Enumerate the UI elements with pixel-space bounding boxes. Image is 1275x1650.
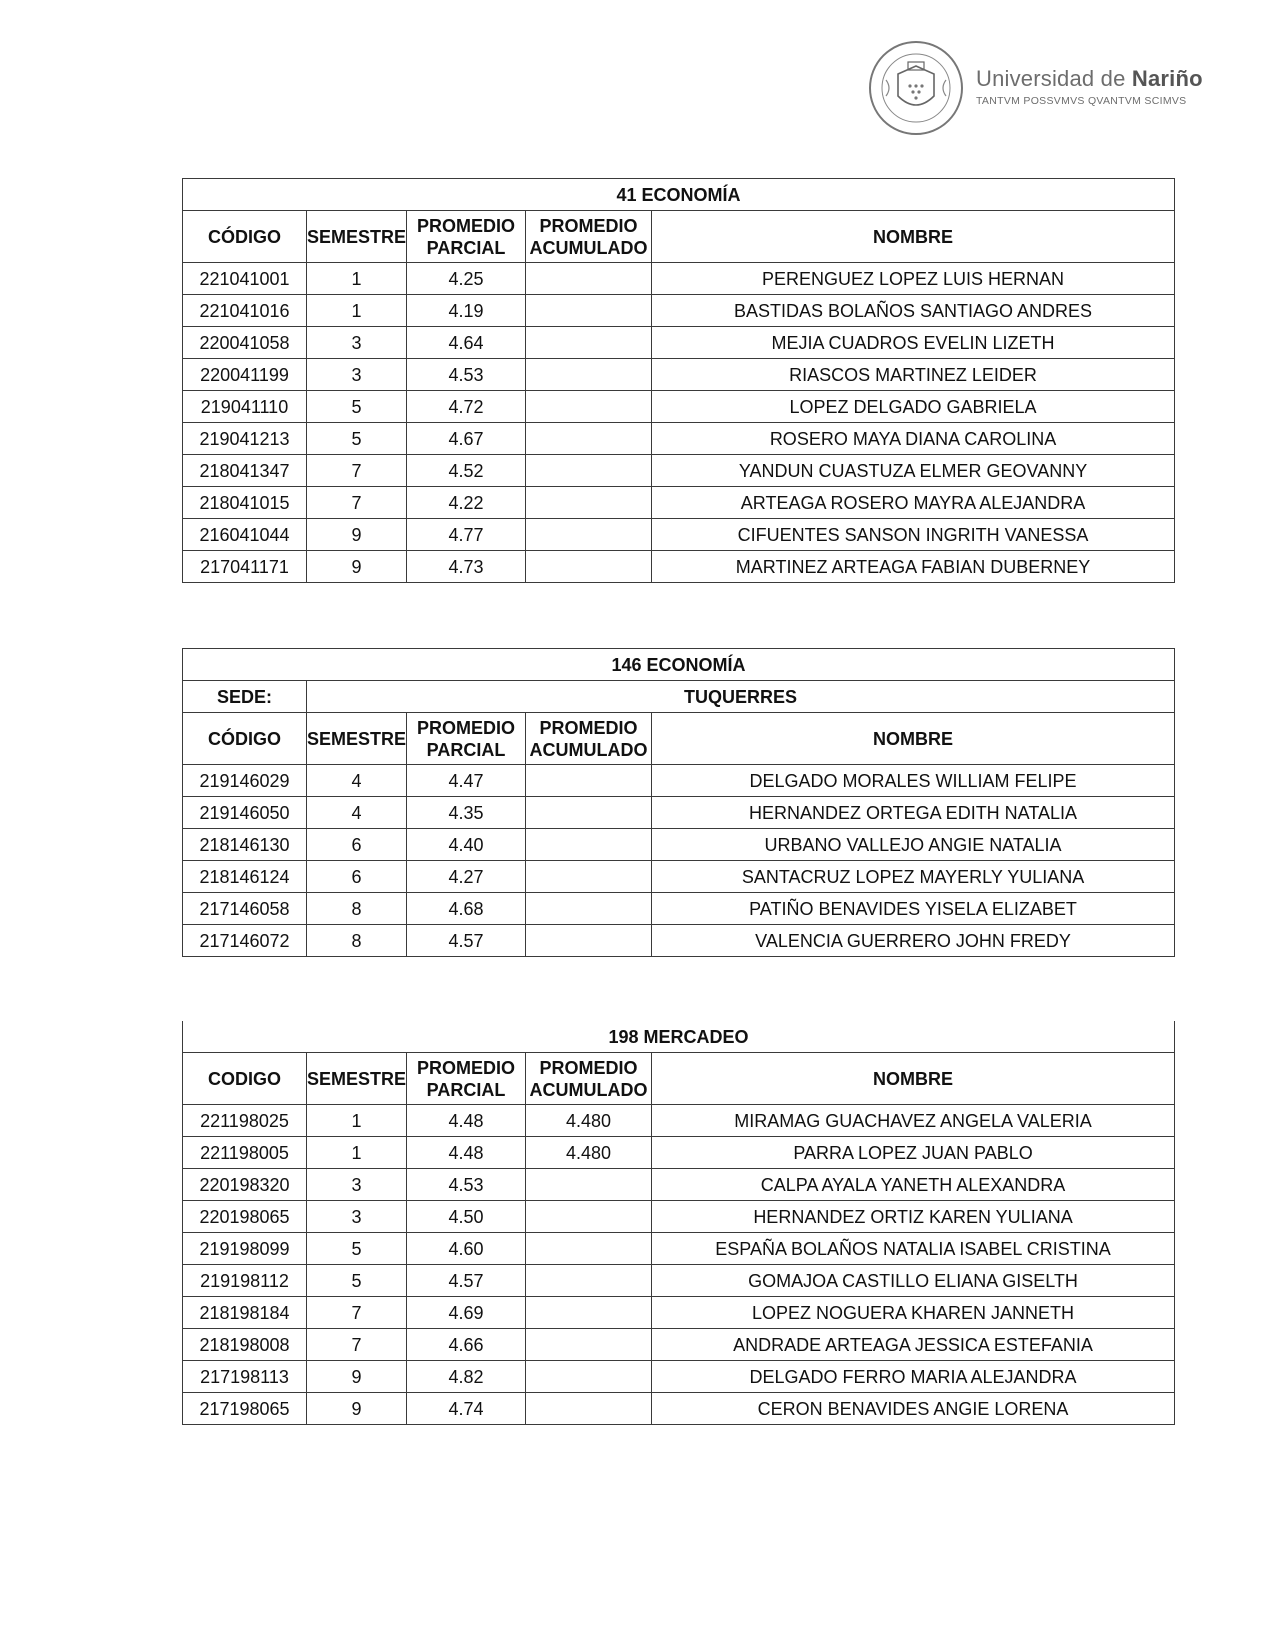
cell-semestre: 5 <box>307 423 407 455</box>
cell-promedio-parcial: 4.73 <box>407 551 526 583</box>
cell-promedio-acumulado <box>526 1297 652 1329</box>
cell-promedio-parcial: 4.82 <box>407 1361 526 1393</box>
cell-semestre: 7 <box>307 487 407 519</box>
cell-promedio-acumulado <box>526 1361 652 1393</box>
cell-promedio-parcial: 4.48 <box>407 1137 526 1169</box>
cell-semestre: 3 <box>307 1169 407 1201</box>
cell-codigo: 218198184 <box>183 1297 307 1329</box>
cell-semestre: 7 <box>307 1329 407 1361</box>
cell-semestre: 7 <box>307 1297 407 1329</box>
cell-nombre: LOPEZ NOGUERA KHAREN JANNETH <box>652 1297 1175 1329</box>
table-row <box>183 1393 1175 1425</box>
table-row <box>183 1137 1175 1169</box>
page-header <box>868 40 1218 140</box>
cell-semestre: 1 <box>307 295 407 327</box>
column-header-nombre: NOMBRE <box>652 713 1175 765</box>
cell-semestre: 1 <box>307 1105 407 1137</box>
cell-semestre: 5 <box>307 391 407 423</box>
cell-codigo: 219198112 <box>183 1265 307 1297</box>
cell-promedio-parcial: 4.77 <box>407 519 526 551</box>
sede-label: SEDE: <box>183 681 307 713</box>
cell-codigo: 219041110 <box>183 391 307 423</box>
university-motto: TANTVM POSSVMVS QVANTVM SCIMVS <box>976 95 1187 107</box>
cell-promedio-parcial: 4.47 <box>407 765 526 797</box>
table-row <box>183 1297 1175 1329</box>
cell-codigo: 217146072 <box>183 925 307 957</box>
table-row <box>183 861 1175 893</box>
cell-promedio-parcial: 4.57 <box>407 925 526 957</box>
cell-codigo: 220041058 <box>183 327 307 359</box>
table-row <box>183 391 1175 423</box>
cell-promedio-parcial: 4.64 <box>407 327 526 359</box>
cell-nombre: YANDUN CUASTUZA ELMER GEOVANNY <box>652 455 1175 487</box>
cell-codigo: 219041213 <box>183 423 307 455</box>
table-row <box>183 519 1175 551</box>
cell-codigo: 220198065 <box>183 1201 307 1233</box>
cell-semestre: 3 <box>307 359 407 391</box>
cell-promedio-acumulado <box>526 359 652 391</box>
column-header-nombre: NOMBRE <box>652 211 1175 263</box>
cell-nombre: LOPEZ DELGADO GABRIELA <box>652 391 1175 423</box>
column-header-codigo: CÓDIGO <box>183 211 307 263</box>
cell-codigo: 218146130 <box>183 829 307 861</box>
cell-nombre: MIRAMAG GUACHAVEZ ANGELA VALERIA <box>652 1105 1175 1137</box>
column-header-semestre: SEMESTRE <box>307 1053 407 1105</box>
table-title: 41 ECONOMÍA <box>183 179 1175 211</box>
table-row <box>183 327 1175 359</box>
cell-promedio-parcial: 4.19 <box>407 295 526 327</box>
table-row <box>183 1233 1175 1265</box>
table-title: 146 ECONOMÍA <box>183 649 1175 681</box>
cell-promedio-acumulado <box>526 925 652 957</box>
cell-nombre: PARRA LOPEZ JUAN PABLO <box>652 1137 1175 1169</box>
column-header-promedio-parcial: PROMEDIO PARCIAL <box>407 211 526 263</box>
column-header-promedio-acumulado: PROMEDIO ACUMULADO <box>526 1053 652 1105</box>
cell-promedio-parcial: 4.60 <box>407 1233 526 1265</box>
cell-codigo: 217146058 <box>183 893 307 925</box>
cell-promedio-acumulado: 4.480 <box>526 1105 652 1137</box>
cell-codigo: 217198113 <box>183 1361 307 1393</box>
cell-promedio-acumulado <box>526 893 652 925</box>
cell-promedio-parcial: 4.53 <box>407 1169 526 1201</box>
cell-nombre: DELGADO FERRO MARIA ALEJANDRA <box>652 1361 1175 1393</box>
table-row <box>183 1105 1175 1137</box>
cell-promedio-parcial: 4.72 <box>407 391 526 423</box>
cell-nombre: RIASCOS MARTINEZ LEIDER <box>652 359 1175 391</box>
cell-nombre: URBANO VALLEJO ANGIE NATALIA <box>652 829 1175 861</box>
cell-semestre: 6 <box>307 829 407 861</box>
cell-promedio-acumulado: 4.480 <box>526 1137 652 1169</box>
cell-codigo: 221041001 <box>183 263 307 295</box>
cell-semestre: 7 <box>307 455 407 487</box>
column-header-promedio-parcial: PROMEDIO PARCIAL <box>407 713 526 765</box>
cell-semestre: 4 <box>307 797 407 829</box>
cell-nombre: HERNANDEZ ORTEGA EDITH NATALIA <box>652 797 1175 829</box>
cell-promedio-acumulado <box>526 1169 652 1201</box>
cell-promedio-acumulado <box>526 861 652 893</box>
cell-codigo: 219146050 <box>183 797 307 829</box>
cell-nombre: CERON BENAVIDES ANGIE LORENA <box>652 1393 1175 1425</box>
cell-promedio-acumulado <box>526 1329 652 1361</box>
cell-nombre: ROSERO MAYA DIANA CAROLINA <box>652 423 1175 455</box>
cell-semestre: 9 <box>307 519 407 551</box>
cell-codigo: 218041015 <box>183 487 307 519</box>
cell-promedio-acumulado <box>526 1393 652 1425</box>
table-41-economia <box>182 178 1175 583</box>
cell-codigo: 217041171 <box>183 551 307 583</box>
cell-codigo: 217198065 <box>183 1393 307 1425</box>
table-row <box>183 551 1175 583</box>
cell-promedio-parcial: 4.68 <box>407 893 526 925</box>
table-row <box>183 1361 1175 1393</box>
cell-semestre: 1 <box>307 1137 407 1169</box>
table-row <box>183 765 1175 797</box>
table-row <box>183 423 1175 455</box>
university-name: Universidad de Nariño <box>976 66 1203 91</box>
column-header-promedio-acumulado: PROMEDIO ACUMULADO <box>526 713 652 765</box>
cell-semestre: 9 <box>307 1393 407 1425</box>
table-row <box>183 1329 1175 1361</box>
cell-promedio-parcial: 4.66 <box>407 1329 526 1361</box>
cell-promedio-parcial: 4.53 <box>407 359 526 391</box>
table-row <box>183 1201 1175 1233</box>
cell-semestre: 9 <box>307 551 407 583</box>
cell-semestre: 5 <box>307 1265 407 1297</box>
cell-promedio-parcial: 4.40 <box>407 829 526 861</box>
cell-promedio-acumulado <box>526 1265 652 1297</box>
cell-nombre: GOMAJOA CASTILLO ELIANA GISELTH <box>652 1265 1175 1297</box>
cell-nombre: HERNANDEZ ORTIZ KAREN YULIANA <box>652 1201 1175 1233</box>
table-row <box>183 1169 1175 1201</box>
cell-nombre: MEJIA CUADROS EVELIN LIZETH <box>652 327 1175 359</box>
cell-promedio-parcial: 4.52 <box>407 455 526 487</box>
university-seal-icon <box>868 40 964 136</box>
cell-promedio-acumulado <box>526 519 652 551</box>
cell-nombre: ANDRADE ARTEAGA JESSICA ESTEFANIA <box>652 1329 1175 1361</box>
cell-promedio-parcial: 4.50 <box>407 1201 526 1233</box>
cell-promedio-acumulado <box>526 1201 652 1233</box>
cell-promedio-parcial: 4.69 <box>407 1297 526 1329</box>
cell-codigo: 218041347 <box>183 455 307 487</box>
cell-semestre: 4 <box>307 765 407 797</box>
cell-nombre: PERENGUEZ LOPEZ LUIS HERNAN <box>652 263 1175 295</box>
cell-nombre: VALENCIA GUERRERO JOHN FREDY <box>652 925 1175 957</box>
column-header-codigo: CÓDIGO <box>183 713 307 765</box>
cell-semestre: 8 <box>307 925 407 957</box>
cell-nombre: PATIÑO BENAVIDES YISELA ELIZABET <box>652 893 1175 925</box>
cell-promedio-acumulado <box>526 327 652 359</box>
table-row <box>183 797 1175 829</box>
cell-promedio-parcial: 4.22 <box>407 487 526 519</box>
cell-promedio-acumulado <box>526 263 652 295</box>
cell-semestre: 5 <box>307 1233 407 1265</box>
table-198-mercadeo <box>182 1021 1175 1425</box>
sede-value: TUQUERRES <box>307 681 1175 713</box>
cell-promedio-acumulado <box>526 455 652 487</box>
cell-promedio-parcial: 4.25 <box>407 263 526 295</box>
cell-nombre: DELGADO MORALES WILLIAM FELIPE <box>652 765 1175 797</box>
cell-codigo: 219146029 <box>183 765 307 797</box>
column-header-promedio-acumulado: PROMEDIO ACUMULADO <box>526 211 652 263</box>
cell-promedio-parcial: 4.48 <box>407 1105 526 1137</box>
cell-promedio-acumulado <box>526 551 652 583</box>
cell-nombre: MARTINEZ ARTEAGA FABIAN DUBERNEY <box>652 551 1175 583</box>
cell-codigo: 220041199 <box>183 359 307 391</box>
cell-promedio-parcial: 4.35 <box>407 797 526 829</box>
table-title: 198 MERCADEO <box>183 1021 1175 1053</box>
table-row <box>183 829 1175 861</box>
cell-nombre: SANTACRUZ LOPEZ MAYERLY YULIANA <box>652 861 1175 893</box>
cell-codigo: 219198099 <box>183 1233 307 1265</box>
cell-codigo: 218146124 <box>183 861 307 893</box>
cell-nombre: ARTEAGA ROSERO MAYRA ALEJANDRA <box>652 487 1175 519</box>
cell-promedio-parcial: 4.74 <box>407 1393 526 1425</box>
cell-nombre: BASTIDAS BOLAÑOS SANTIAGO ANDRES <box>652 295 1175 327</box>
cell-semestre: 6 <box>307 861 407 893</box>
cell-promedio-acumulado <box>526 765 652 797</box>
table-row <box>183 893 1175 925</box>
column-header-codigo: CODIGO <box>183 1053 307 1105</box>
cell-promedio-parcial: 4.67 <box>407 423 526 455</box>
cell-nombre: ESPAÑA BOLAÑOS NATALIA ISABEL CRISTINA <box>652 1233 1175 1265</box>
table-row <box>183 925 1175 957</box>
cell-semestre: 9 <box>307 1361 407 1393</box>
table-row <box>183 263 1175 295</box>
cell-promedio-parcial: 4.27 <box>407 861 526 893</box>
table-row <box>183 455 1175 487</box>
cell-codigo: 221198025 <box>183 1105 307 1137</box>
cell-nombre: CALPA AYALA YANETH ALEXANDRA <box>652 1169 1175 1201</box>
column-header-semestre: SEMESTRE <box>307 713 407 765</box>
cell-promedio-acumulado <box>526 1233 652 1265</box>
cell-codigo: 221198005 <box>183 1137 307 1169</box>
table-row <box>183 295 1175 327</box>
cell-semestre: 3 <box>307 327 407 359</box>
cell-promedio-acumulado <box>526 829 652 861</box>
university-brand <box>976 66 1203 107</box>
cell-promedio-acumulado <box>526 487 652 519</box>
cell-semestre: 8 <box>307 893 407 925</box>
cell-semestre: 3 <box>307 1201 407 1233</box>
cell-promedio-acumulado <box>526 423 652 455</box>
cell-codigo: 220198320 <box>183 1169 307 1201</box>
cell-semestre: 1 <box>307 263 407 295</box>
cell-codigo: 218198008 <box>183 1329 307 1361</box>
table-row <box>183 359 1175 391</box>
table-row <box>183 487 1175 519</box>
cell-codigo: 216041044 <box>183 519 307 551</box>
table-row <box>183 1265 1175 1297</box>
cell-nombre: CIFUENTES SANSON INGRITH VANESSA <box>652 519 1175 551</box>
cell-promedio-acumulado <box>526 295 652 327</box>
column-header-semestre: SEMESTRE <box>307 211 407 263</box>
table-146-economia <box>182 648 1175 957</box>
cell-promedio-acumulado <box>526 797 652 829</box>
column-header-promedio-parcial: PROMEDIO PARCIAL <box>407 1053 526 1105</box>
cell-promedio-acumulado <box>526 391 652 423</box>
column-header-nombre: NOMBRE <box>652 1053 1175 1105</box>
cell-codigo: 221041016 <box>183 295 307 327</box>
cell-promedio-parcial: 4.57 <box>407 1265 526 1297</box>
